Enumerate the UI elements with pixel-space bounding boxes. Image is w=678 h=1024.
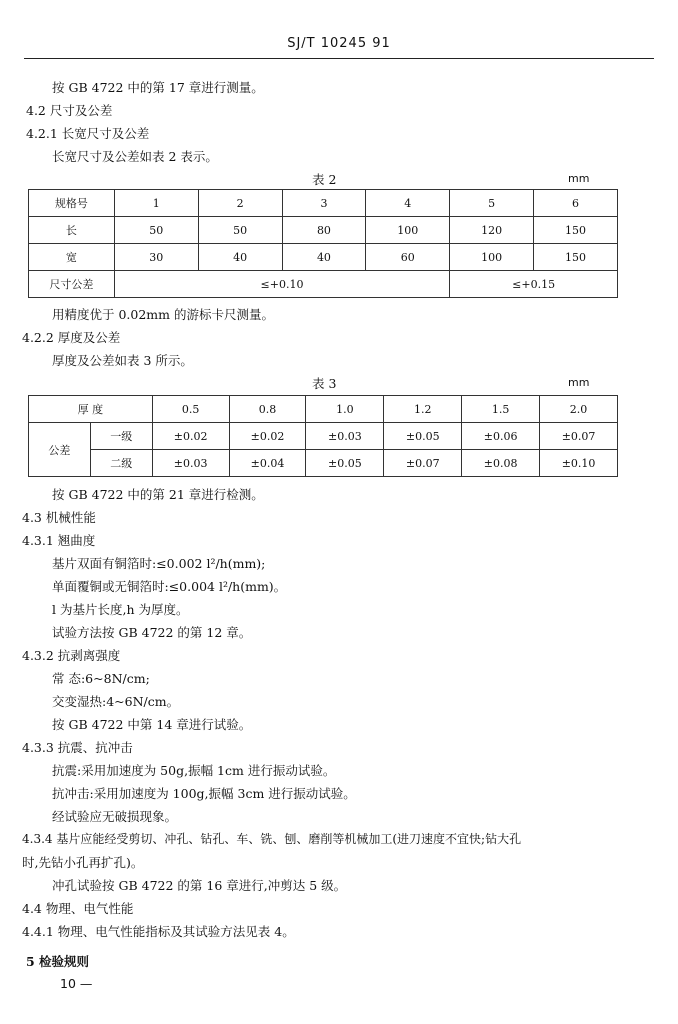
table-cell: 4 <box>366 190 450 217</box>
text-line: 经试验应无破损现象。 <box>52 809 178 824</box>
table-cell: ±0.04 <box>229 450 306 477</box>
text-line: l 为基片长度,h 为厚度。 <box>52 602 189 617</box>
table-cell: ±0.05 <box>306 450 384 477</box>
table-cell: 1.2 <box>384 396 462 423</box>
text-line: 按 GB 4722 中的第 21 章进行检测。 <box>52 487 264 502</box>
text-line: 抗震:采用加速度为 50g,振幅 1cm 进行振动试验。 <box>52 763 336 778</box>
table2-caption: 表 2 <box>312 172 337 187</box>
table-cell: 0.8 <box>229 396 306 423</box>
table-3 <box>28 395 618 477</box>
table-row <box>29 217 618 244</box>
table-row <box>29 190 618 217</box>
table-2 <box>28 189 618 298</box>
table-row <box>29 244 618 271</box>
table-cell: 2.0 <box>540 396 618 423</box>
table-row <box>29 396 618 423</box>
table-cell: 80 <box>282 217 366 244</box>
table-cell: 120 <box>450 217 534 244</box>
header-rule <box>24 58 654 59</box>
table-cell: ±0.07 <box>540 423 618 450</box>
text-line: 按 GB 4722 中第 14 章进行试验。 <box>52 717 252 732</box>
section-heading: 4.3.3 抗震、抗冲击 <box>22 740 133 755</box>
table-cell: 5 <box>450 190 534 217</box>
table-cell: ±0.10 <box>540 450 618 477</box>
section-heading: 4.4 物理、电气性能 <box>22 901 134 916</box>
section-heading: 4.3.1 翘曲度 <box>22 533 96 548</box>
text-line: 基片双面有铜箔时:≤0.002 l²/h(mm); <box>52 556 266 571</box>
table-cell: 2 <box>198 190 282 217</box>
table-cell: ≤+0.10 <box>114 271 449 298</box>
text-line: 用精度优于 0.02mm 的游标卡尺测量。 <box>52 307 274 322</box>
table-cell: 50 <box>198 217 282 244</box>
page-header: SJ/T 10245 91 <box>287 36 391 51</box>
table-cell: ±0.03 <box>152 450 229 477</box>
table-row <box>29 450 618 477</box>
table-cell: 1 <box>114 190 198 217</box>
table-cell: 50 <box>114 217 198 244</box>
text-line: 试验方法按 GB 4722 的第 12 章。 <box>52 625 252 640</box>
text-line: 交变湿热:4~6N/cm。 <box>52 694 180 709</box>
table-cell: 宽 <box>29 244 115 271</box>
table-cell: 1.0 <box>306 396 384 423</box>
table-cell: 6 <box>534 190 618 217</box>
section-heading: 4.3.2 抗剥离强度 <box>22 648 121 663</box>
table-cell: 0.5 <box>152 396 229 423</box>
table-cell: ±0.07 <box>384 450 462 477</box>
text-line: 常 态:6~8N/cm; <box>52 671 150 686</box>
text-line: 单面覆铜或无铜箔时:≤0.004 l²/h(mm)。 <box>52 579 287 594</box>
table-cell: ±0.02 <box>152 423 229 450</box>
table-cell: 厚 度 <box>29 396 153 423</box>
text-line: 冲孔试验按 GB 4722 的第 16 章进行,冲剪达 5 级。 <box>52 878 347 893</box>
table-row <box>29 271 618 298</box>
section-heading: 4.2.2 厚度及公差 <box>22 330 121 345</box>
table-cell: 尺寸公差 <box>29 271 115 298</box>
text-line: 时,先钻小孔再扩孔)。 <box>22 855 144 870</box>
table-cell: 40 <box>198 244 282 271</box>
section-heading: 4.2.1 长宽尺寸及公差 <box>26 126 150 141</box>
text-line: 按 GB 4722 中的第 17 章进行测量。 <box>52 80 264 95</box>
text-line: 厚度及公差如表 3 所示。 <box>52 353 193 368</box>
table-cell: 二级 <box>90 450 152 477</box>
section-heading: 5 检验规则 <box>26 954 90 969</box>
table-cell: 150 <box>534 217 618 244</box>
table-cell: 40 <box>282 244 366 271</box>
table-row <box>29 423 618 450</box>
table3-unit: mm <box>568 376 590 389</box>
table-cell: ±0.06 <box>462 423 540 450</box>
text-line: 长宽尺寸及公差如表 2 表示。 <box>52 149 218 164</box>
table-cell: 150 <box>534 244 618 271</box>
table-cell: 60 <box>366 244 450 271</box>
table-cell: 1.5 <box>462 396 540 423</box>
table-cell: 100 <box>366 217 450 244</box>
table-cell: ±0.05 <box>384 423 462 450</box>
table-cell: ±0.03 <box>306 423 384 450</box>
table-cell: 规格号 <box>29 190 115 217</box>
table-cell: 长 <box>29 217 115 244</box>
table-cell: 公差 <box>29 423 91 477</box>
table3-caption: 表 3 <box>312 376 337 391</box>
table-cell: ≤+0.15 <box>450 271 618 298</box>
section-heading: 4.3 机械性能 <box>22 510 96 525</box>
table-cell: ±0.02 <box>229 423 306 450</box>
table2-unit: mm <box>568 172 590 185</box>
section-heading: 4.2 尺寸及公差 <box>26 103 113 118</box>
section-heading: 4.4.1 物理、电气性能指标及其试验方法见表 4。 <box>22 924 295 939</box>
text-line: 抗冲击:采用加速度为 100g,振幅 3cm 进行振动试验。 <box>52 786 356 801</box>
table-cell: 100 <box>450 244 534 271</box>
table-cell: ±0.08 <box>462 450 540 477</box>
table-cell: 30 <box>114 244 198 271</box>
table-cell: 3 <box>282 190 366 217</box>
section-heading: 4.3.4 基片应能经受剪切、冲孔、钻孔、车、铣、刨、磨削等机械加工(进刀速度不宜快;钻大孔 <box>22 832 522 846</box>
table-cell: 一级 <box>90 423 152 450</box>
page-footer: 10 — <box>60 976 93 991</box>
